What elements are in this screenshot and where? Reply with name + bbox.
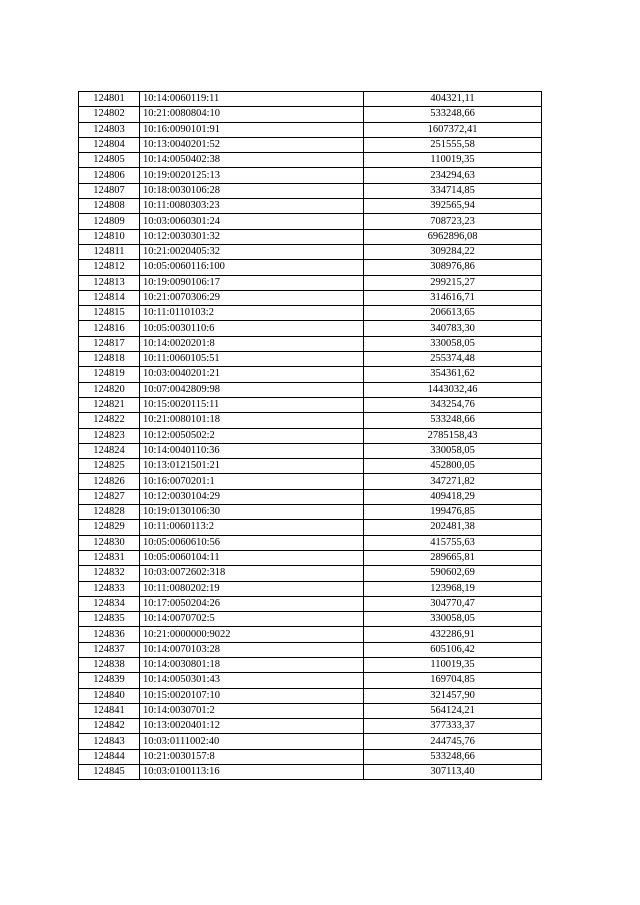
value-cell: 244745,76: [364, 734, 542, 749]
value-cell: 289665,81: [364, 550, 542, 565]
value-cell: 330058,05: [364, 612, 542, 627]
table-row: [79, 673, 542, 688]
value-cell: 199476,85: [364, 505, 542, 520]
cadastral-number-cell: 10:03:0100113:16: [140, 765, 364, 780]
table-row: [79, 290, 542, 305]
value-cell: 343254,76: [364, 397, 542, 412]
row-number-cell: 124839: [79, 673, 140, 688]
row-number-cell: 124818: [79, 352, 140, 367]
row-number-cell: 124827: [79, 489, 140, 504]
cadastral-number-cell: 10:14:0070103:28: [140, 642, 364, 657]
row-number-cell: 124816: [79, 321, 140, 336]
value-cell: 321457,90: [364, 688, 542, 703]
table-row: [79, 474, 542, 489]
row-number-cell: 124822: [79, 413, 140, 428]
value-cell: 202481,38: [364, 520, 542, 535]
cadastral-number-cell: 10:21:0000000:9022: [140, 627, 364, 642]
cadastral-number-cell: 10:16:0070201:1: [140, 474, 364, 489]
row-number-cell: 124835: [79, 612, 140, 627]
cadastral-number-cell: 10:21:0020405:32: [140, 244, 364, 259]
cadastral-number-cell: 10:14:0020201:8: [140, 336, 364, 351]
row-number-cell: 124842: [79, 719, 140, 734]
value-cell: 340783,30: [364, 321, 542, 336]
value-cell: 308976,86: [364, 260, 542, 275]
value-cell: 564124,21: [364, 703, 542, 718]
row-number-cell: 124809: [79, 214, 140, 229]
value-cell: 304770,47: [364, 596, 542, 611]
table-row: [79, 153, 542, 168]
cadastral-number-cell: 10:07:0042809:98: [140, 382, 364, 397]
cadastral-number-cell: 10:15:0020115:11: [140, 397, 364, 412]
row-number-cell: 124844: [79, 749, 140, 764]
table-row: [79, 535, 542, 550]
cadastral-number-cell: 10:14:0030701:2: [140, 703, 364, 718]
table-row: [79, 734, 542, 749]
row-number-cell: 124829: [79, 520, 140, 535]
cadastral-number-cell: 10:16:0090101:91: [140, 122, 364, 137]
row-number-cell: 124821: [79, 397, 140, 412]
row-number-cell: 124830: [79, 535, 140, 550]
table-body: [79, 92, 542, 780]
value-cell: 432286,91: [364, 627, 542, 642]
row-number-cell: 124812: [79, 260, 140, 275]
table-row: [79, 352, 542, 367]
cadastral-number-cell: 10:13:0040201:52: [140, 137, 364, 152]
table-row: [79, 749, 542, 764]
cadastral-number-cell: 10:14:0040110:36: [140, 443, 364, 458]
cadastral-number-cell: 10:14:0050301:43: [140, 673, 364, 688]
value-cell: 334714,85: [364, 183, 542, 198]
value-cell: 404321,11: [364, 92, 542, 107]
row-number-cell: 124802: [79, 107, 140, 122]
row-number-cell: 124815: [79, 306, 140, 321]
cadastral-number-cell: 10:14:0060119:11: [140, 92, 364, 107]
cadastral-number-cell: 10:21:0030157:8: [140, 749, 364, 764]
table-row: [79, 765, 542, 780]
table-row: [79, 199, 542, 214]
value-cell: 123968,19: [364, 581, 542, 596]
table-row: [79, 413, 542, 428]
cadastral-number-cell: 10:14:0030801:18: [140, 657, 364, 672]
value-cell: 415755,63: [364, 535, 542, 550]
cadastral-number-cell: 10:17:0050204:26: [140, 596, 364, 611]
cadastral-number-cell: 10:05:0030110:6: [140, 321, 364, 336]
row-number-cell: 124838: [79, 657, 140, 672]
value-cell: 6962896,08: [364, 229, 542, 244]
cadastral-number-cell: 10:03:0072602:318: [140, 566, 364, 581]
table-row: [79, 581, 542, 596]
table-row: [79, 168, 542, 183]
row-number-cell: 124810: [79, 229, 140, 244]
value-cell: 1607372,41: [364, 122, 542, 137]
table-row: [79, 459, 542, 474]
row-number-cell: 124805: [79, 153, 140, 168]
row-number-cell: 124845: [79, 765, 140, 780]
table-row: [79, 214, 542, 229]
table-row: [79, 596, 542, 611]
cadastral-number-cell: 10:11:0080303:23: [140, 199, 364, 214]
table-row: [79, 137, 542, 152]
table-row: [79, 321, 542, 336]
row-number-cell: 124836: [79, 627, 140, 642]
cadastral-number-cell: 10:03:0040201:21: [140, 367, 364, 382]
table-row: [79, 107, 542, 122]
row-number-cell: 124804: [79, 137, 140, 152]
row-number-cell: 124825: [79, 459, 140, 474]
table-row: [79, 520, 542, 535]
value-cell: 1443032,46: [364, 382, 542, 397]
cadastral-number-cell: 10:12:0030301:32: [140, 229, 364, 244]
table-row: [79, 688, 542, 703]
table-row: [79, 443, 542, 458]
value-cell: 330058,05: [364, 336, 542, 351]
value-cell: 309284,22: [364, 244, 542, 259]
value-cell: 307113,40: [364, 765, 542, 780]
value-cell: 330058,05: [364, 443, 542, 458]
value-cell: 533248,66: [364, 413, 542, 428]
value-cell: 110019,35: [364, 153, 542, 168]
table-row: [79, 306, 542, 321]
cadastral-number-cell: 10:03:0111002:40: [140, 734, 364, 749]
cadastral-number-cell: 10:05:0060116:100: [140, 260, 364, 275]
table-row: [79, 122, 542, 137]
value-cell: 452800,05: [364, 459, 542, 474]
cadastral-number-cell: 10:11:0080202:19: [140, 581, 364, 596]
cadastral-value-table: [78, 91, 542, 780]
row-number-cell: 124820: [79, 382, 140, 397]
row-number-cell: 124824: [79, 443, 140, 458]
value-cell: 533248,66: [364, 749, 542, 764]
table-row: [79, 275, 542, 290]
cadastral-number-cell: 10:19:0020125:13: [140, 168, 364, 183]
cadastral-number-cell: 10:15:0020107:10: [140, 688, 364, 703]
row-number-cell: 124832: [79, 566, 140, 581]
row-number-cell: 124806: [79, 168, 140, 183]
table-row: [79, 703, 542, 718]
table-row: [79, 244, 542, 259]
table-row: [79, 367, 542, 382]
table-row: [79, 657, 542, 672]
table-row: [79, 612, 542, 627]
value-cell: 354361,62: [364, 367, 542, 382]
cadastral-number-cell: 10:11:0060113:2: [140, 520, 364, 535]
cadastral-number-cell: 10:21:0080804:10: [140, 107, 364, 122]
cadastral-number-cell: 10:18:0030106:28: [140, 183, 364, 198]
row-number-cell: 124831: [79, 550, 140, 565]
row-number-cell: 124826: [79, 474, 140, 489]
cadastral-number-cell: 10:11:0060105:51: [140, 352, 364, 367]
value-cell: 2785158,43: [364, 428, 542, 443]
table-row: [79, 92, 542, 107]
value-cell: 206613,65: [364, 306, 542, 321]
row-number-cell: 124841: [79, 703, 140, 718]
row-number-cell: 124817: [79, 336, 140, 351]
table-row: [79, 642, 542, 657]
row-number-cell: 124814: [79, 290, 140, 305]
row-number-cell: 124833: [79, 581, 140, 596]
cadastral-number-cell: 10:12:0050502:2: [140, 428, 364, 443]
value-cell: 314616,71: [364, 290, 542, 305]
cadastral-number-cell: 10:03:0060301:24: [140, 214, 364, 229]
cadastral-number-cell: 10:05:0060610:56: [140, 535, 364, 550]
value-cell: 409418,29: [364, 489, 542, 504]
value-cell: 299215,27: [364, 275, 542, 290]
table-row: [79, 505, 542, 520]
value-cell: 590602,69: [364, 566, 542, 581]
row-number-cell: 124837: [79, 642, 140, 657]
row-number-cell: 124828: [79, 505, 140, 520]
cadastral-number-cell: 10:05:0060104:11: [140, 550, 364, 565]
value-cell: 533248,66: [364, 107, 542, 122]
row-number-cell: 124823: [79, 428, 140, 443]
cadastral-number-cell: 10:19:0130106:30: [140, 505, 364, 520]
value-cell: 392565,94: [364, 199, 542, 214]
table-row: [79, 719, 542, 734]
cadastral-number-cell: 10:14:0070702:5: [140, 612, 364, 627]
row-number-cell: 124840: [79, 688, 140, 703]
row-number-cell: 124819: [79, 367, 140, 382]
value-cell: 255374,48: [364, 352, 542, 367]
cadastral-number-cell: 10:21:0070306:29: [140, 290, 364, 305]
table-row: [79, 566, 542, 581]
row-number-cell: 124843: [79, 734, 140, 749]
value-cell: 234294,63: [364, 168, 542, 183]
value-cell: 110019,35: [364, 657, 542, 672]
value-cell: 708723,23: [364, 214, 542, 229]
table-row: [79, 550, 542, 565]
value-cell: 605106,42: [364, 642, 542, 657]
table-row: [79, 428, 542, 443]
row-number-cell: 124801: [79, 92, 140, 107]
row-number-cell: 124807: [79, 183, 140, 198]
row-number-cell: 124813: [79, 275, 140, 290]
table-row: [79, 336, 542, 351]
value-cell: 169704,85: [364, 673, 542, 688]
cadastral-number-cell: 10:14:0050402:38: [140, 153, 364, 168]
value-cell: 377333,37: [364, 719, 542, 734]
table-row: [79, 489, 542, 504]
cadastral-number-cell: 10:12:0030104:29: [140, 489, 364, 504]
cadastral-number-cell: 10:21:0080101:18: [140, 413, 364, 428]
row-number-cell: 124811: [79, 244, 140, 259]
value-cell: 251555,58: [364, 137, 542, 152]
table-row: [79, 260, 542, 275]
cadastral-number-cell: 10:11:0110103:2: [140, 306, 364, 321]
table-row: [79, 627, 542, 642]
value-cell: 347271,82: [364, 474, 542, 489]
cadastral-number-cell: 10:19:0090106:17: [140, 275, 364, 290]
table-row: [79, 397, 542, 412]
cadastral-number-cell: 10:13:0121501:21: [140, 459, 364, 474]
table-row: [79, 183, 542, 198]
table-row: [79, 382, 542, 397]
row-number-cell: 124834: [79, 596, 140, 611]
row-number-cell: 124803: [79, 122, 140, 137]
table-row: [79, 229, 542, 244]
row-number-cell: 124808: [79, 199, 140, 214]
cadastral-number-cell: 10:13:0020401:12: [140, 719, 364, 734]
